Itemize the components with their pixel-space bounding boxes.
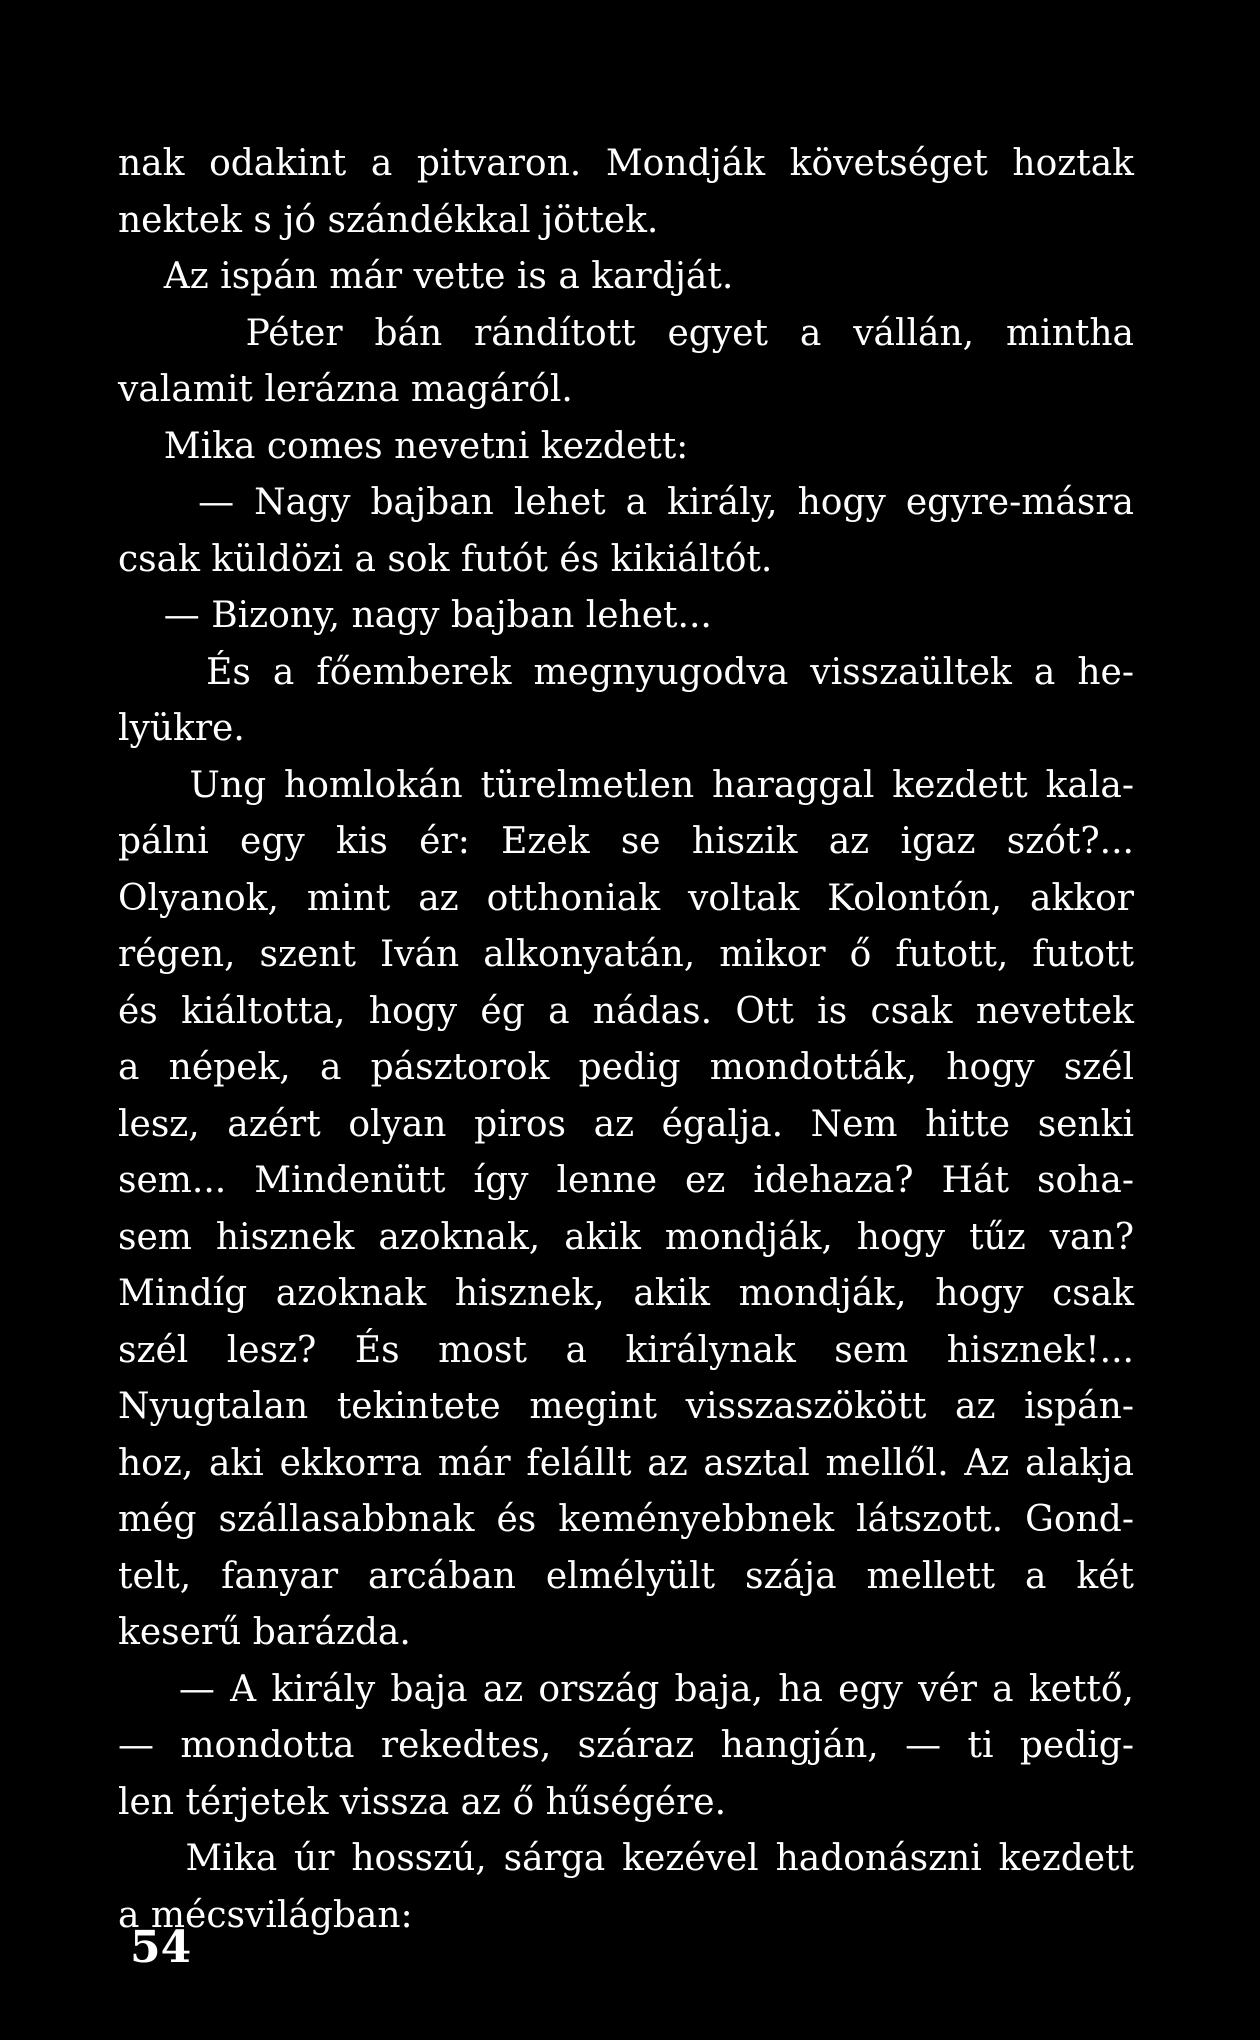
text-line: Mika úr hosszú, sárga kezével hadonászni kezdett (118, 1838, 1134, 1879)
text-line: sem hisznek azoknak, akik mondják, hogy tűz van? (118, 1216, 1134, 1258)
text-line: Ung homlokán türelmetlen haraggal kezdett kala- (118, 764, 1134, 806)
body-text (118, 136, 1134, 1944)
text-line: keserű barázda. (118, 1612, 411, 1653)
text-line: — Bizony, nagy bajban lehet... (118, 595, 712, 636)
text-line: Mindíg azoknak hisznek, akik mondják, hogy csak (118, 1273, 1134, 1314)
text-line: Az ispán már vette is a kardját. (118, 256, 734, 297)
text-line: — Nagy bajban lehet a király, hogy egyre-másra (118, 482, 1134, 523)
text-line: És a főemberek megnyugodva visszaültek a he- (118, 651, 1134, 693)
text-line: telt, fanyar arcában elmélyült szája mellett a két (118, 1555, 1134, 1597)
text-line: régen, szent Iván alkonyatán, mikor ő futott, futott (118, 934, 1134, 975)
text-line: — mondotta rekedtes, száraz hangján, — ti pedig- (118, 1725, 1134, 1766)
text-line: pálni egy kis ér: Ezek se hiszik az igaz szót?... (118, 821, 1134, 862)
text-line: valamit lerázna magáról. (118, 369, 573, 410)
text-line: lyükre. (118, 708, 245, 749)
text-line: — A király baja az ország baja, ha egy vér a kettő, (118, 1668, 1134, 1710)
text-line: szél lesz? És most a királynak sem hisznek!... (118, 1329, 1134, 1371)
text-line: még szállasabbnak és keményebbnek látszott. Gond- (118, 1499, 1134, 1540)
text-line: a népek, a pásztorok pedig mondották, hogy szél (118, 1047, 1134, 1088)
text-line: Olyanok, mint az otthoniak voltak Kolontón, akkor (118, 877, 1134, 919)
text-line: lesz, azért olyan piros az égalja. Nem hitte senki (118, 1103, 1134, 1145)
text-line: Péter bán rándított egyet a vállán, mintha (118, 312, 1134, 354)
text-line: sem... Mindenütt így lenne ez idehaza? Hát soha- (118, 1160, 1134, 1201)
text-line: hoz, aki ekkorra már felállt az asztal mellől. Az alakja (118, 1442, 1134, 1484)
text-line: csak küldözi a sok futót és kikiáltót. (118, 538, 773, 580)
text-line: és kiáltotta, hogy ég a nádas. Ott is csak nevettek (118, 990, 1134, 1032)
page-number: 54 (130, 1922, 192, 1973)
text-line: Mika comes nevetni kezdett: (118, 425, 689, 467)
text-line: nak odakint a pitvaron. Mondják követséget hoztak (118, 143, 1134, 184)
text-line: Nyugtalan tekintete megint visszaszökött az ispán- (118, 1386, 1134, 1427)
text-line: a mécsvilágban: (118, 1894, 413, 1936)
text-line: nektek s jó szándékkal jöttek. (118, 199, 659, 241)
text-line: len térjetek vissza az ő hűségére. (118, 1781, 727, 1823)
